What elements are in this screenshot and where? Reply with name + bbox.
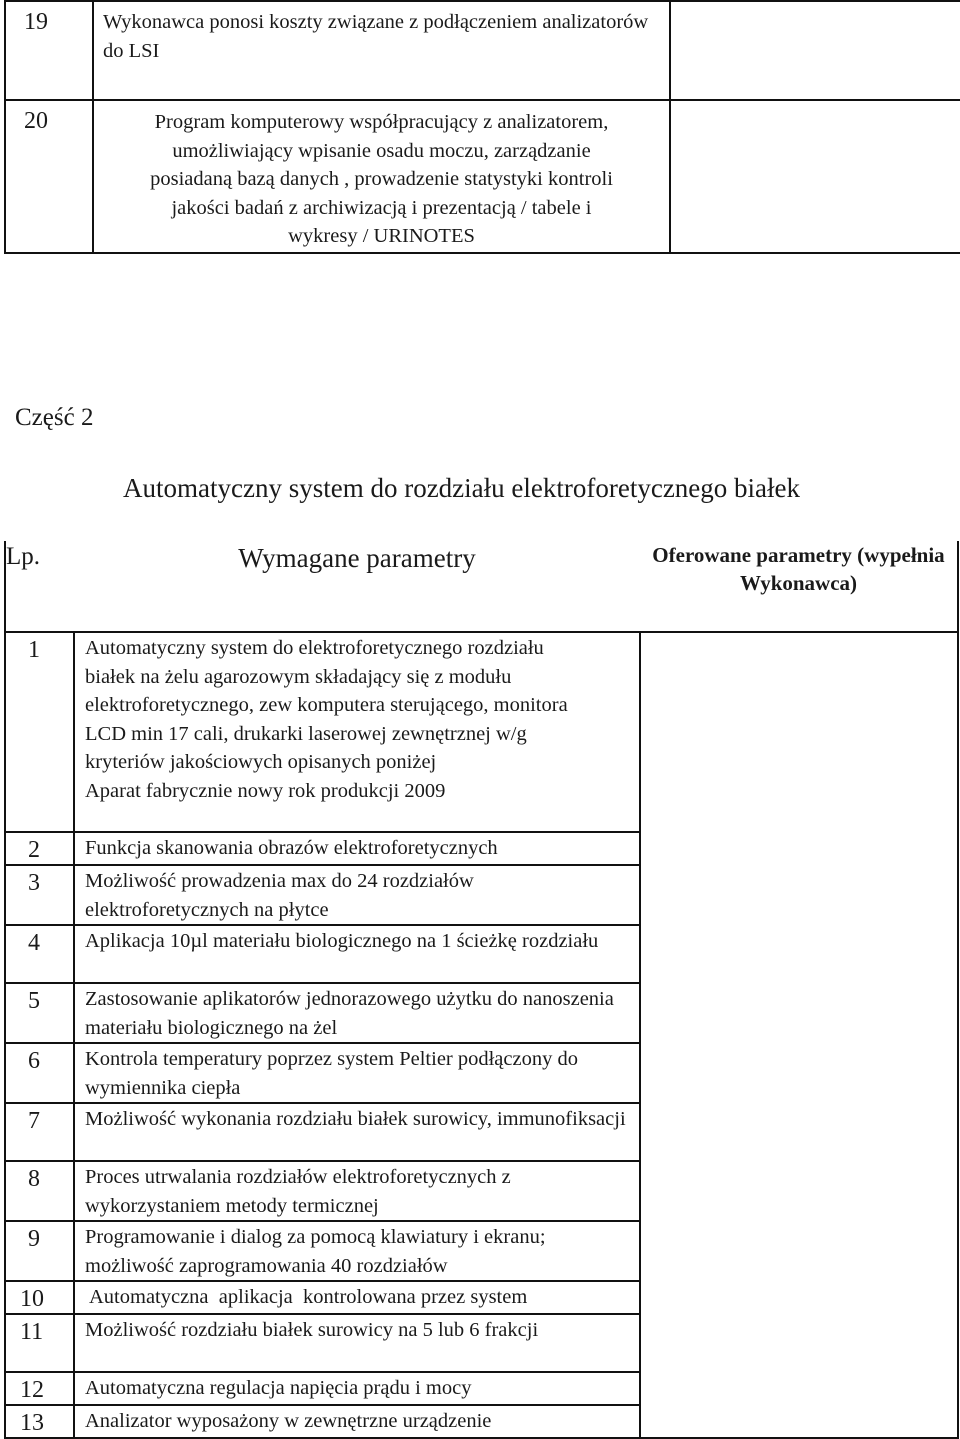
row-text: Programowanie i dialog za pomocą klawiatury i ekranu; możliwość zaprogramowania 40 rozdziałów	[74, 1221, 640, 1281]
table-row	[5, 983, 958, 1043]
top-table	[4, 0, 960, 254]
offer-cell[interactable]	[640, 1405, 958, 1438]
table-row	[5, 1161, 958, 1221]
row-number: 3	[5, 865, 74, 925]
row-number: 20	[5, 100, 93, 253]
offer-cell[interactable]	[670, 100, 960, 253]
row-text: Funkcja skanowania obrazów elektroforetycznych	[74, 832, 640, 865]
table-row	[5, 1372, 958, 1405]
row-number: 6	[5, 1043, 74, 1103]
row-number: 19	[5, 1, 93, 100]
table-row	[5, 832, 958, 865]
header-lp: Lp.	[5, 541, 74, 632]
offer-cell[interactable]	[640, 983, 958, 1043]
table-row	[5, 1043, 958, 1103]
offer-cell[interactable]	[640, 1281, 958, 1314]
offer-cell[interactable]	[670, 1, 960, 100]
table-row	[5, 865, 958, 925]
row-number: 10	[5, 1281, 74, 1314]
table-row	[5, 1281, 958, 1314]
offer-cell[interactable]	[640, 1103, 958, 1161]
requirements-table	[4, 541, 959, 1439]
row-text-extra: Aparat fabrycznie nowy rok produkcji 2009	[85, 779, 446, 802]
offer-cell[interactable]	[640, 1372, 958, 1405]
offer-cell[interactable]	[640, 925, 958, 983]
row-number: 13	[5, 1405, 74, 1438]
table-row	[5, 100, 960, 253]
row-number: 9	[5, 1221, 74, 1281]
row-text: Analizator wyposażony w zewnętrzne urządzenie	[74, 1405, 640, 1438]
table-row	[5, 1221, 958, 1281]
row-text: Możliwość prowadzenia max do 24 rozdziałów elektroforetycznych na płytce	[74, 865, 640, 925]
offer-cell[interactable]	[640, 865, 958, 925]
row-text: Zastosowanie aplikatorów jednorazowego użytku do nanoszenia materiału biologicznego na żel	[74, 983, 640, 1043]
header-required: Wymagane parametry	[74, 541, 640, 632]
section-title: Część 2	[15, 404, 94, 431]
table-row	[5, 1, 960, 100]
row-text	[93, 100, 670, 253]
row-text: Możliwość rozdziału białek surowicy na 5 lub 6 frakcji	[74, 1314, 640, 1372]
row-text	[74, 632, 640, 832]
table-header	[5, 541, 958, 632]
row-text: Proces utrwalania rozdziałów elektroforetycznych z wykorzystaniem metody termicznej	[74, 1161, 640, 1221]
row-text-content: Automatyczny system do elektroforetycznego rozdziału białek na żelu agarozowym składający się z modułu elektroforetycznego, zew komputera sterującego, monitora LCD min 17 cali, drukarki laserowej zewnętrznej w/g kryteriów jakościowych opisanych poniżej	[85, 637, 568, 773]
offer-cell[interactable]	[640, 1314, 958, 1372]
row-text: Automatyczna aplikacja kontrolowana przez system	[74, 1281, 640, 1314]
offer-cell[interactable]	[640, 632, 958, 832]
table-row	[5, 1103, 958, 1161]
row-number: 7	[5, 1103, 74, 1161]
row-number: 12	[5, 1372, 74, 1405]
row-text: Aplikacja 10µl materiału biologicznego na 1 ścieżkę rozdziału	[74, 925, 640, 983]
table-row	[5, 632, 958, 832]
row-number: 8	[5, 1161, 74, 1221]
row-number: 1	[5, 632, 74, 832]
row-number: 11	[5, 1314, 74, 1372]
offer-cell[interactable]	[640, 832, 958, 865]
row-number: 4	[5, 925, 74, 983]
offer-cell[interactable]	[640, 1161, 958, 1221]
row-text: Możliwość wykonania rozdziału białek surowicy, immunofiksacji	[74, 1103, 640, 1161]
table-row	[5, 1405, 958, 1438]
offer-cell[interactable]	[640, 1043, 958, 1103]
row-number: 5	[5, 983, 74, 1043]
table-row	[5, 1314, 958, 1372]
row-number: 2	[5, 832, 74, 865]
row-text: Kontrola temperatury poprzez system Peltier podłączony do wymiennika ciepła	[74, 1043, 640, 1103]
row-text: Automatyczna regulacja napięcia prądu i mocy	[74, 1372, 640, 1405]
offer-cell[interactable]	[640, 1221, 958, 1281]
row-text-content: Program komputerowy współpracujący z analizatorem, umożliwiający wpisanie osadu moczu, zarządzanie posiadaną bazą danych , prowadzenie statystyki kontroli jakości badań z archiwizacją i prezentacją / tabele i wykresy / URINOTES	[150, 111, 613, 247]
table-row	[5, 925, 958, 983]
row-text: Wykonawca ponosi koszty związane z podłączeniem analizatorów do LSI	[93, 1, 670, 100]
header-offered: Oferowane parametry (wypełnia Wykonawca)	[640, 541, 958, 632]
section-subtitle: Automatyczny system do rozdziału elektroforetycznego białek	[123, 473, 801, 503]
